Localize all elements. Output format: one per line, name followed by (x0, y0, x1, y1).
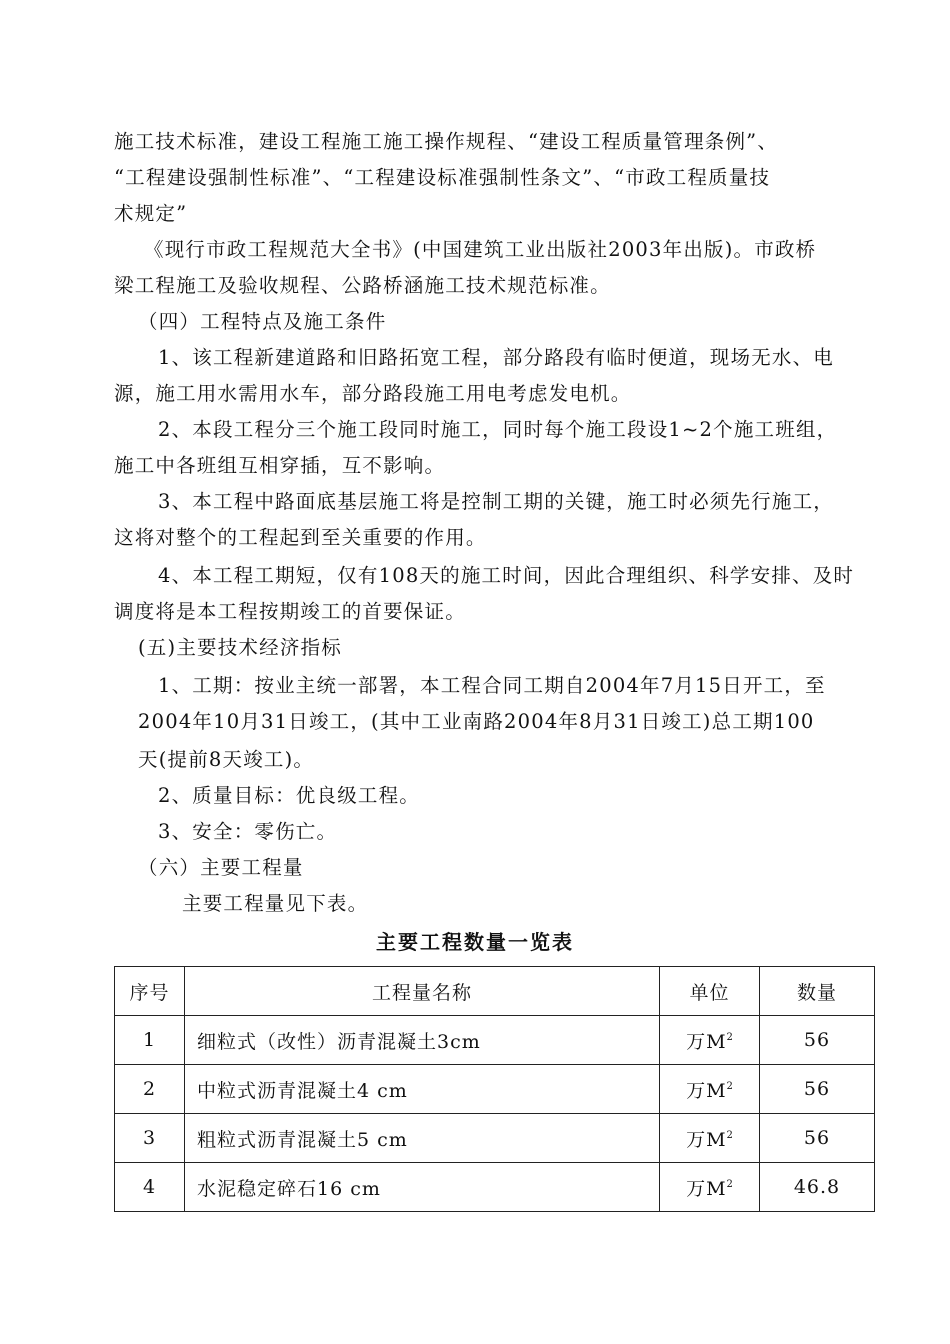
cell-unit (660, 1016, 760, 1065)
header-name: 工程量名称 (185, 967, 660, 1016)
paragraph-line: “工程建设强制性标准”、“工程建设标准强制性条文”、“市政工程质量技 (114, 166, 771, 189)
section-heading-4: （四）工程特点及施工条件 (138, 310, 387, 333)
unit-text: 万M (686, 1030, 727, 1053)
table-row (115, 1163, 875, 1212)
paragraph-line: 术规定” (114, 202, 188, 225)
unit-text: 万M (686, 1128, 727, 1151)
paragraph-line: 2、质量目标：优良级工程。 (158, 784, 421, 807)
quantity-table (114, 966, 875, 1212)
table-title: 主要工程数量一览表 (376, 930, 574, 954)
unit-superscript: 2 (726, 1080, 733, 1092)
paragraph-line: 这将对整个的工程起到至关重要的作用。 (114, 526, 487, 549)
cell-name: 水泥稳定碎石16 cm (185, 1163, 660, 1212)
cell-no: 2 (115, 1065, 185, 1114)
cell-unit (660, 1065, 760, 1114)
paragraph-line: 1、工期：按业主统一部署，本工程合同工期自2004年7月15日开工，至 (158, 674, 826, 697)
cell-no: 1 (115, 1016, 185, 1065)
paragraph-line: 2004年10月31日竣工，(其中工业南路2004年8月31日竣工)总工期100 (138, 710, 815, 733)
unit-text: 万M (686, 1177, 727, 1200)
header-no: 序号 (115, 967, 185, 1016)
paragraph-line: 《现行市政工程规范大全书》(中国建筑工业出版社2003年出版)。市政桥 (144, 238, 817, 261)
cell-no: 3 (115, 1114, 185, 1163)
paragraph-line: 梁工程施工及验收规程、公路桥涵施工技术规范标准。 (114, 274, 611, 297)
cell-qty: 46.8 (760, 1163, 875, 1212)
paragraph-line: 源，施工用水需用水车，部分路段施工用电考虑发电机。 (114, 382, 632, 405)
header-unit: 单位 (660, 967, 760, 1016)
cell-qty: 56 (760, 1065, 875, 1114)
table-header-row (115, 967, 875, 1016)
cell-unit (660, 1114, 760, 1163)
header-qty: 数量 (760, 967, 875, 1016)
paragraph-line: 1、该工程新建道路和旧路拓宽工程，部分路段有临时便道，现场无水、电 (158, 346, 835, 369)
table-row (115, 1065, 875, 1114)
paragraph-line: 主要工程量见下表。 (182, 892, 369, 915)
paragraph-line: 3、安全：零伤亡。 (158, 820, 338, 843)
unit-superscript: 2 (726, 1031, 733, 1043)
table-row (115, 1016, 875, 1065)
paragraph-line: 3、本工程中路面底基层施工将是控制工期的关键，施工时必须先行施工， (158, 490, 835, 513)
paragraph-line: 4、本工程工期短，仅有108天的施工时间，因此合理组织、科学安排、及时 (158, 564, 855, 587)
paragraph-line: 施工中各班组互相穿插，互不影响。 (114, 454, 446, 477)
cell-qty: 56 (760, 1114, 875, 1163)
unit-superscript: 2 (726, 1178, 733, 1190)
paragraph-line: 调度将是本工程按期竣工的首要保证。 (114, 600, 466, 623)
cell-no: 4 (115, 1163, 185, 1212)
cell-unit (660, 1163, 760, 1212)
cell-name: 细粒式（改性）沥青混凝土3cm (185, 1016, 660, 1065)
table-row (115, 1114, 875, 1163)
unit-text: 万M (686, 1079, 727, 1102)
cell-qty: 56 (760, 1016, 875, 1065)
paragraph-line: 天(提前8天竣工)。 (138, 748, 315, 771)
cell-name: 粗粒式沥青混凝土5 cm (185, 1114, 660, 1163)
section-heading-6: （六）主要工程量 (138, 856, 304, 879)
cell-name: 中粒式沥青混凝土4 cm (185, 1065, 660, 1114)
unit-superscript: 2 (726, 1129, 733, 1141)
section-heading-5: (五)主要技术经济指标 (138, 636, 342, 659)
paragraph-line: 2、本段工程分三个施工段同时施工，同时每个施工段设1~2个施工班组， (158, 418, 838, 441)
paragraph-line: 施工技术标准，建设工程施工施工操作规程、“建设工程质量管理条例”、 (114, 130, 779, 153)
